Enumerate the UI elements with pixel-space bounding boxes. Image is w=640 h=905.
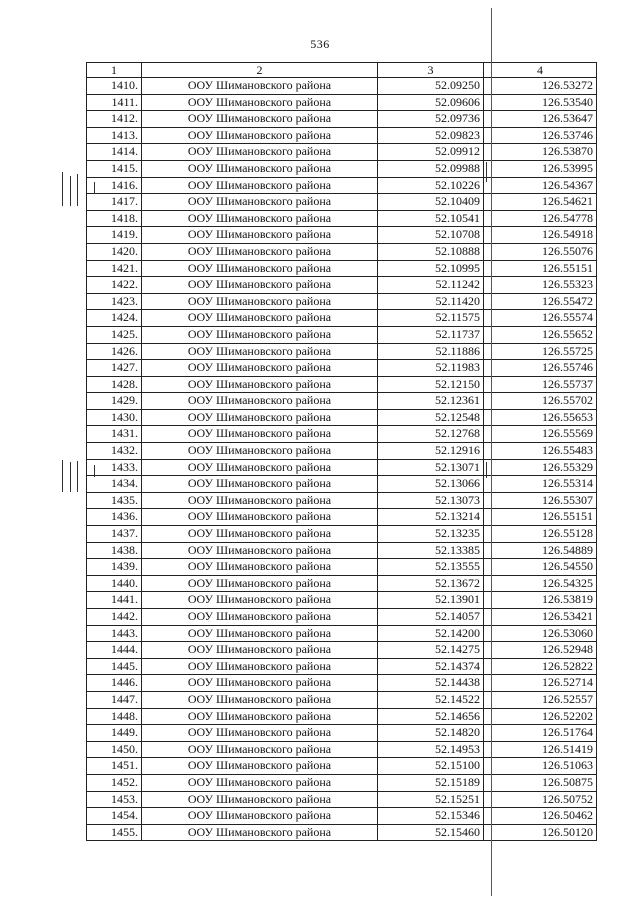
table-row bbox=[87, 393, 597, 410]
row-name: ООУ Шимановского района bbox=[142, 127, 378, 144]
row-number: 1441. bbox=[87, 592, 142, 609]
scan-mark-left-lower bbox=[62, 460, 63, 492]
latitude-value: 52.11242 bbox=[378, 277, 484, 294]
longitude-value: 126.55483 bbox=[484, 443, 597, 460]
table-row bbox=[87, 808, 597, 825]
table-row bbox=[87, 127, 597, 144]
table-row bbox=[87, 542, 597, 559]
row-name: ООУ Шимановского района bbox=[142, 758, 378, 775]
row-number: 1439. bbox=[87, 559, 142, 576]
table-row bbox=[87, 260, 597, 277]
table-row bbox=[87, 642, 597, 659]
row-name: ООУ Шимановского района bbox=[142, 326, 378, 343]
row-number: 1455. bbox=[87, 824, 142, 841]
longitude-value: 126.53870 bbox=[484, 144, 597, 161]
latitude-value: 52.14200 bbox=[378, 625, 484, 642]
row-number: 1438. bbox=[87, 542, 142, 559]
column-header-1: 1 bbox=[87, 63, 142, 78]
table-row bbox=[87, 194, 597, 211]
latitude-value: 52.13073 bbox=[378, 492, 484, 509]
row-name: ООУ Шимановского района bbox=[142, 409, 378, 426]
latitude-value: 52.14820 bbox=[378, 725, 484, 742]
row-number: 1451. bbox=[87, 758, 142, 775]
row-name: ООУ Шимановского района bbox=[142, 824, 378, 841]
table-row bbox=[87, 94, 597, 111]
latitude-value: 52.13555 bbox=[378, 559, 484, 576]
latitude-value: 52.14275 bbox=[378, 642, 484, 659]
latitude-value: 52.11575 bbox=[378, 310, 484, 327]
row-name: ООУ Шимановского района bbox=[142, 443, 378, 460]
row-name: ООУ Шимановского района bbox=[142, 111, 378, 128]
table-row bbox=[87, 725, 597, 742]
longitude-value: 126.53746 bbox=[484, 127, 597, 144]
row-name: ООУ Шимановского района bbox=[142, 426, 378, 443]
latitude-value: 52.15460 bbox=[378, 824, 484, 841]
table-row bbox=[87, 144, 597, 161]
row-name: ООУ Шимановского района bbox=[142, 691, 378, 708]
row-number: 1431. bbox=[87, 426, 142, 443]
table-row bbox=[87, 227, 597, 244]
row-number: 1429. bbox=[87, 393, 142, 410]
table-row bbox=[87, 758, 597, 775]
longitude-value: 126.55076 bbox=[484, 243, 597, 260]
row-number: 1440. bbox=[87, 575, 142, 592]
latitude-value: 52.13385 bbox=[378, 542, 484, 559]
row-name: ООУ Шимановского района bbox=[142, 542, 378, 559]
row-name: ООУ Шимановского района bbox=[142, 774, 378, 791]
row-number: 1443. bbox=[87, 625, 142, 642]
longitude-value: 126.50752 bbox=[484, 791, 597, 808]
longitude-value: 126.55652 bbox=[484, 326, 597, 343]
row-number: 1422. bbox=[87, 277, 142, 294]
row-number: 1428. bbox=[87, 376, 142, 393]
longitude-value: 126.54621 bbox=[484, 194, 597, 211]
row-number: 1449. bbox=[87, 725, 142, 742]
row-name: ООУ Шимановского района bbox=[142, 393, 378, 410]
coordinates-table bbox=[86, 62, 597, 841]
longitude-value: 126.52202 bbox=[484, 708, 597, 725]
latitude-value: 52.10541 bbox=[378, 210, 484, 227]
longitude-value: 126.52557 bbox=[484, 691, 597, 708]
row-number: 1415. bbox=[87, 160, 142, 177]
page-number: 536 bbox=[310, 37, 330, 51]
longitude-value: 126.55314 bbox=[484, 476, 597, 493]
table-row bbox=[87, 443, 597, 460]
scan-mark-left-upper bbox=[62, 172, 63, 206]
row-number: 1423. bbox=[87, 293, 142, 310]
longitude-value: 126.52822 bbox=[484, 658, 597, 675]
row-name: ООУ Шимановского района bbox=[142, 144, 378, 161]
latitude-value: 52.13071 bbox=[378, 459, 484, 476]
table-row bbox=[87, 376, 597, 393]
latitude-value: 52.09988 bbox=[378, 160, 484, 177]
row-name: ООУ Шимановского района bbox=[142, 476, 378, 493]
row-name: ООУ Шимановского района bbox=[142, 509, 378, 526]
scan-mark-left-upper-3 bbox=[77, 174, 78, 206]
column-header-4: 4 bbox=[484, 63, 597, 78]
longitude-value: 126.55569 bbox=[484, 426, 597, 443]
longitude-value: 126.53540 bbox=[484, 94, 597, 111]
row-number: 1446. bbox=[87, 675, 142, 692]
row-name: ООУ Шимановского района bbox=[142, 741, 378, 758]
row-number: 1447. bbox=[87, 691, 142, 708]
row-name: ООУ Шимановского района bbox=[142, 492, 378, 509]
longitude-value: 126.55472 bbox=[484, 293, 597, 310]
row-number: 1430. bbox=[87, 409, 142, 426]
table-row bbox=[87, 360, 597, 377]
latitude-value: 52.12361 bbox=[378, 393, 484, 410]
latitude-value: 52.11983 bbox=[378, 360, 484, 377]
latitude-value: 52.10995 bbox=[378, 260, 484, 277]
longitude-value: 126.53421 bbox=[484, 609, 597, 626]
latitude-value: 52.12150 bbox=[378, 376, 484, 393]
table-row bbox=[87, 326, 597, 343]
latitude-value: 52.14522 bbox=[378, 691, 484, 708]
longitude-value: 126.54918 bbox=[484, 227, 597, 244]
row-number: 1414. bbox=[87, 144, 142, 161]
table-row bbox=[87, 293, 597, 310]
scan-mark-left-lower-3 bbox=[77, 461, 78, 492]
row-name: ООУ Шимановского района bbox=[142, 293, 378, 310]
longitude-value: 126.52948 bbox=[484, 642, 597, 659]
longitude-value: 126.53995 bbox=[484, 160, 597, 177]
table-row bbox=[87, 559, 597, 576]
row-number: 1416. bbox=[87, 177, 142, 194]
table-row bbox=[87, 609, 597, 626]
longitude-value: 126.51419 bbox=[484, 741, 597, 758]
row-name: ООУ Шимановского района bbox=[142, 194, 378, 211]
row-name: ООУ Шимановского района bbox=[142, 360, 378, 377]
row-name: ООУ Шимановского района bbox=[142, 277, 378, 294]
row-name: ООУ Шимановского района bbox=[142, 376, 378, 393]
table-row bbox=[87, 459, 597, 476]
table-row bbox=[87, 310, 597, 327]
table-row bbox=[87, 277, 597, 294]
longitude-value: 126.55737 bbox=[484, 376, 597, 393]
row-number: 1433. bbox=[87, 459, 142, 476]
table-row bbox=[87, 210, 597, 227]
row-name: ООУ Шимановского района bbox=[142, 78, 378, 95]
row-number: 1432. bbox=[87, 443, 142, 460]
row-name: ООУ Шимановского района bbox=[142, 575, 378, 592]
row-number: 1444. bbox=[87, 642, 142, 659]
table-row bbox=[87, 243, 597, 260]
latitude-value: 52.13066 bbox=[378, 476, 484, 493]
table-row bbox=[87, 575, 597, 592]
table-row bbox=[87, 526, 597, 543]
row-number: 1445. bbox=[87, 658, 142, 675]
row-number: 1413. bbox=[87, 127, 142, 144]
longitude-value: 126.55323 bbox=[484, 277, 597, 294]
latitude-value: 52.13235 bbox=[378, 526, 484, 543]
latitude-value: 52.15100 bbox=[378, 758, 484, 775]
longitude-value: 126.54325 bbox=[484, 575, 597, 592]
latitude-value: 52.14953 bbox=[378, 741, 484, 758]
table-row bbox=[87, 160, 597, 177]
row-name: ООУ Шимановского района bbox=[142, 658, 378, 675]
row-name: ООУ Шимановского района bbox=[142, 592, 378, 609]
row-number: 1418. bbox=[87, 210, 142, 227]
row-number: 1427. bbox=[87, 360, 142, 377]
table-row bbox=[87, 625, 597, 642]
longitude-value: 126.55151 bbox=[484, 509, 597, 526]
column-header-2: 2 bbox=[142, 63, 378, 78]
latitude-value: 52.15346 bbox=[378, 808, 484, 825]
row-name: ООУ Шимановского района bbox=[142, 808, 378, 825]
scan-mark-mid-2 bbox=[94, 465, 95, 477]
table-row bbox=[87, 774, 597, 791]
row-number: 1452. bbox=[87, 774, 142, 791]
row-name: ООУ Шимановского района bbox=[142, 160, 378, 177]
row-name: ООУ Шимановского района bbox=[142, 642, 378, 659]
table-row bbox=[87, 492, 597, 509]
row-name: ООУ Шимановского района bbox=[142, 609, 378, 626]
table-row bbox=[87, 111, 597, 128]
row-name: ООУ Шимановского района bbox=[142, 459, 378, 476]
latitude-value: 52.15251 bbox=[378, 791, 484, 808]
scan-mark-mid bbox=[94, 182, 95, 194]
latitude-value: 52.09823 bbox=[378, 127, 484, 144]
latitude-value: 52.11737 bbox=[378, 326, 484, 343]
table-header-row bbox=[87, 63, 597, 78]
row-number: 1420. bbox=[87, 243, 142, 260]
table-row bbox=[87, 409, 597, 426]
longitude-value: 126.55702 bbox=[484, 393, 597, 410]
table-row bbox=[87, 592, 597, 609]
row-number: 1434. bbox=[87, 476, 142, 493]
latitude-value: 52.12916 bbox=[378, 443, 484, 460]
longitude-value: 126.53819 bbox=[484, 592, 597, 609]
latitude-value: 52.13214 bbox=[378, 509, 484, 526]
longitude-value: 126.55725 bbox=[484, 343, 597, 360]
latitude-value: 52.09250 bbox=[378, 78, 484, 95]
latitude-value: 52.13901 bbox=[378, 592, 484, 609]
latitude-value: 52.13672 bbox=[378, 575, 484, 592]
row-number: 1453. bbox=[87, 791, 142, 808]
longitude-value: 126.53272 bbox=[484, 78, 597, 95]
latitude-value: 52.10888 bbox=[378, 243, 484, 260]
row-number: 1450. bbox=[87, 741, 142, 758]
row-number: 1436. bbox=[87, 509, 142, 526]
column-header-3: 3 bbox=[378, 63, 484, 78]
row-name: ООУ Шимановского района bbox=[142, 210, 378, 227]
longitude-value: 126.55653 bbox=[484, 409, 597, 426]
latitude-value: 52.10226 bbox=[378, 177, 484, 194]
row-name: ООУ Шимановского района bbox=[142, 526, 378, 543]
row-number: 1435. bbox=[87, 492, 142, 509]
table-row bbox=[87, 708, 597, 725]
longitude-value: 126.50462 bbox=[484, 808, 597, 825]
table-row bbox=[87, 426, 597, 443]
row-number: 1437. bbox=[87, 526, 142, 543]
latitude-value: 52.15189 bbox=[378, 774, 484, 791]
row-number: 1412. bbox=[87, 111, 142, 128]
row-number: 1454. bbox=[87, 808, 142, 825]
row-name: ООУ Шимановского района bbox=[142, 791, 378, 808]
table-row bbox=[87, 741, 597, 758]
longitude-value: 126.54778 bbox=[484, 210, 597, 227]
row-number: 1419. bbox=[87, 227, 142, 244]
table-row bbox=[87, 691, 597, 708]
row-number: 1448. bbox=[87, 708, 142, 725]
row-number: 1426. bbox=[87, 343, 142, 360]
row-name: ООУ Шимановского района bbox=[142, 625, 378, 642]
longitude-value: 126.55128 bbox=[484, 526, 597, 543]
latitude-value: 52.09736 bbox=[378, 111, 484, 128]
latitude-value: 52.14438 bbox=[378, 675, 484, 692]
scan-mark-left-lower-2 bbox=[70, 462, 71, 492]
longitude-value: 126.53647 bbox=[484, 111, 597, 128]
longitude-value: 126.55574 bbox=[484, 310, 597, 327]
longitude-value: 126.51063 bbox=[484, 758, 597, 775]
table-row bbox=[87, 177, 597, 194]
table-row bbox=[87, 343, 597, 360]
longitude-value: 126.52714 bbox=[484, 675, 597, 692]
longitude-value: 126.50875 bbox=[484, 774, 597, 791]
longitude-value: 126.54550 bbox=[484, 559, 597, 576]
latitude-value: 52.09912 bbox=[378, 144, 484, 161]
row-number: 1417. bbox=[87, 194, 142, 211]
latitude-value: 52.14656 bbox=[378, 708, 484, 725]
longitude-value: 126.55151 bbox=[484, 260, 597, 277]
longitude-value: 126.55746 bbox=[484, 360, 597, 377]
scan-line-artifact bbox=[491, 8, 492, 896]
longitude-value: 126.55307 bbox=[484, 492, 597, 509]
latitude-value: 52.12548 bbox=[378, 409, 484, 426]
row-name: ООУ Шимановского района bbox=[142, 675, 378, 692]
latitude-value: 52.11886 bbox=[378, 343, 484, 360]
row-name: ООУ Шимановского района bbox=[142, 260, 378, 277]
longitude-value: 126.54367 bbox=[484, 177, 597, 194]
row-name: ООУ Шимановского района bbox=[142, 725, 378, 742]
row-name: ООУ Шимановского района bbox=[142, 177, 378, 194]
latitude-value: 52.12768 bbox=[378, 426, 484, 443]
latitude-value: 52.11420 bbox=[378, 293, 484, 310]
table-row bbox=[87, 675, 597, 692]
row-number: 1411. bbox=[87, 94, 142, 111]
latitude-value: 52.10708 bbox=[378, 227, 484, 244]
longitude-value: 126.55329 bbox=[484, 459, 597, 476]
longitude-value: 126.51764 bbox=[484, 725, 597, 742]
longitude-value: 126.50120 bbox=[484, 824, 597, 841]
latitude-value: 52.10409 bbox=[378, 194, 484, 211]
scan-mark-right-2 bbox=[486, 462, 487, 478]
scan-mark-left-upper-2 bbox=[70, 176, 71, 206]
row-name: ООУ Шимановского района bbox=[142, 343, 378, 360]
table-row bbox=[87, 509, 597, 526]
table-row bbox=[87, 658, 597, 675]
table-row bbox=[87, 824, 597, 841]
latitude-value: 52.14374 bbox=[378, 658, 484, 675]
table-row bbox=[87, 78, 597, 95]
latitude-value: 52.14057 bbox=[378, 609, 484, 626]
row-name: ООУ Шимановского района bbox=[142, 559, 378, 576]
row-number: 1442. bbox=[87, 609, 142, 626]
row-number: 1421. bbox=[87, 260, 142, 277]
table-row bbox=[87, 476, 597, 493]
latitude-value: 52.09606 bbox=[378, 94, 484, 111]
row-number: 1424. bbox=[87, 310, 142, 327]
row-name: ООУ Шимановского района bbox=[142, 708, 378, 725]
table-row bbox=[87, 791, 597, 808]
row-name: ООУ Шимановского района bbox=[142, 243, 378, 260]
row-name: ООУ Шимановского района bbox=[142, 94, 378, 111]
scan-mark-right bbox=[486, 162, 487, 182]
row-name: ООУ Шимановского района bbox=[142, 227, 378, 244]
longitude-value: 126.53060 bbox=[484, 625, 597, 642]
row-name: ООУ Шимановского района bbox=[142, 310, 378, 327]
longitude-value: 126.54889 bbox=[484, 542, 597, 559]
row-number: 1410. bbox=[87, 78, 142, 95]
row-number: 1425. bbox=[87, 326, 142, 343]
